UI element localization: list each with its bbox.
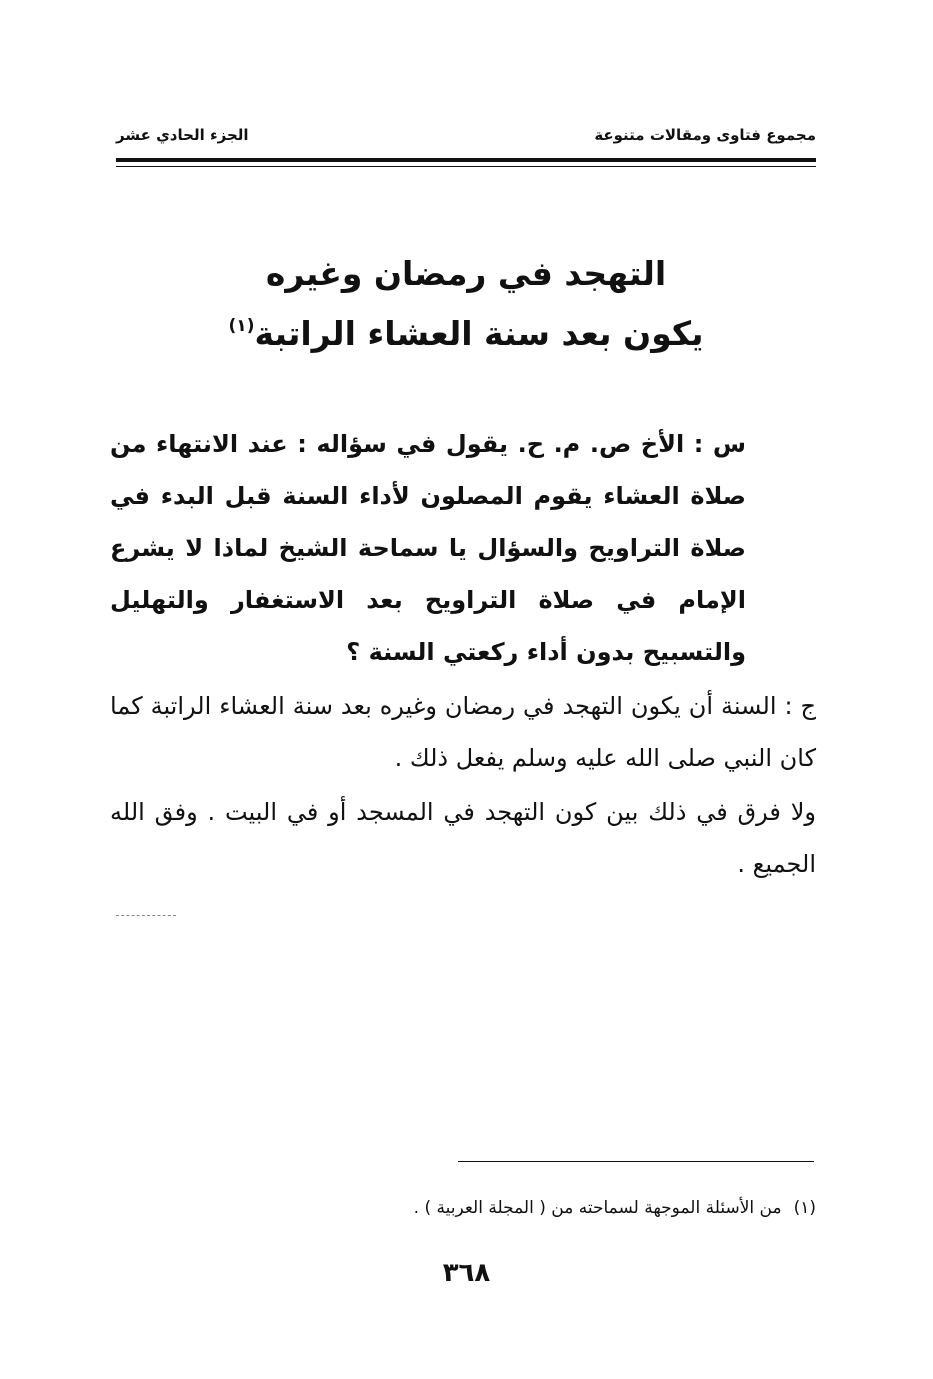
title-footnote-ref: (١) <box>228 316 255 336</box>
question-paragraph: س : الأخ ص. م. ح. يقول في سؤاله : عند الانتهاء من صلاة العشاء يقوم المصلون لأداء السنة قبل البدء في صلاة التراويح والسؤال يا سماحة الشيخ لماذا لا يشرع الإمام في صلاة التراويح بعد الاستغفار والتهليل والتسبيح بدون أداء ركعتي السنة ؟ <box>110 430 746 666</box>
series-title: مجموع فتاوى ومقالات متنوعة <box>594 126 816 144</box>
title-line-1: التهجد في رمضان وغيره <box>265 254 667 293</box>
footnote-text: من الأسئلة الموجهة لسماحته من ( المجلة العربية ) . <box>413 1198 782 1218</box>
footnote-marker: (١) <box>793 1198 816 1218</box>
footnote-rule <box>458 1161 814 1162</box>
title-line-2 <box>116 300 816 360</box>
answer-paragraph: ج : السنة أن يكون التهجد في رمضان وغيره بعد سنة العشاء الراتبة كما كان النبي صلى الله عليه وسلم يفعل ذلك . <box>110 692 816 772</box>
page-number: ٣٦٨ <box>442 1258 491 1288</box>
header-rule-thin <box>116 166 816 167</box>
header-rule-thick <box>116 158 816 162</box>
title-line-2-text: يكون بعد سنة العشاء الراتبة <box>254 314 704 353</box>
article-title <box>116 248 816 360</box>
footnote <box>200 1198 816 1218</box>
closing-paragraph: ولا فرق في ذلك بين كون التهجد في المسجد أو في البيت . وفق الله الجميع . <box>110 798 816 878</box>
running-head <box>116 126 816 154</box>
scan-artifact-dash <box>116 915 176 916</box>
volume-title: الجزء الحادي عشر <box>116 126 249 144</box>
article-body <box>110 418 816 892</box>
